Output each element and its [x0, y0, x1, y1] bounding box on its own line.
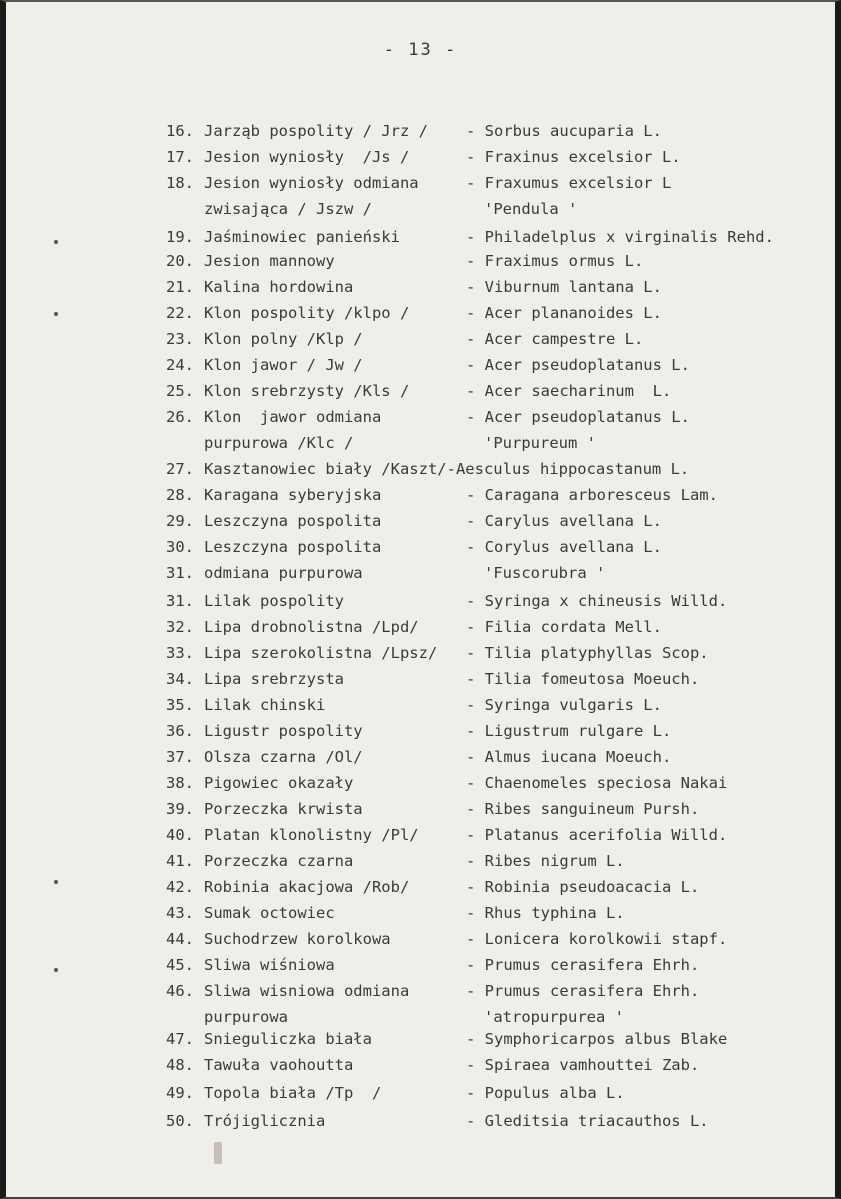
polish-name: Porzeczka krwista [204, 800, 363, 818]
page-number: - 13 - [383, 40, 458, 60]
item-number: 27. [166, 460, 194, 478]
list-item [166, 592, 728, 610]
item-number: 22. [166, 304, 194, 322]
list-item [166, 486, 718, 504]
item-number: 35. [166, 696, 194, 714]
polish-name: Lilak pospolity [204, 592, 344, 610]
latin-name: - Ribes nigrum L. [466, 852, 625, 870]
polish-name: Jesion mannowy [204, 252, 335, 270]
item-number: 21. [166, 278, 194, 296]
list-item [166, 252, 644, 270]
polish-name: Klon jawor odmiana [204, 408, 382, 426]
item-number: 39. [166, 800, 194, 818]
list-item [166, 930, 728, 948]
list-item [166, 618, 662, 636]
polish-name: Sliwa wisniowa odmiana [204, 982, 410, 1000]
latin-name: - Chaenomeles speciosa Nakai [466, 774, 728, 792]
item-number: 45. [166, 956, 194, 974]
item-number: 42. [166, 878, 194, 896]
latin-name: - Almus iucana Moeuch. [466, 748, 672, 766]
item-number: 17. [166, 148, 194, 166]
item-number: 34. [166, 670, 194, 688]
margin-mark [54, 312, 58, 316]
latin-name: - Carylus avellana L. [466, 512, 662, 530]
latin-name: - Ligustrum rulgare L. [466, 722, 672, 740]
latin-name: - Philadelplus x virginalis Rehd. [466, 228, 774, 246]
polish-name: Kalina hordowina [204, 278, 354, 296]
latin-name: - Tilia fomeutosa Moeuch. [466, 670, 700, 688]
list-item [166, 538, 662, 556]
list-item [166, 304, 662, 322]
list-item [166, 228, 774, 246]
list-item [166, 1030, 728, 1048]
latin-name: - Viburnum lantana L. [466, 278, 662, 296]
item-number: 48. [166, 1056, 194, 1074]
cultivar-name: 'Fuscorubra ' [484, 564, 606, 582]
polish-name: Suchodrzew korolkowa [204, 930, 391, 948]
item-number: 31. [166, 592, 194, 610]
polish-name: Topola biała /Tp / [204, 1084, 382, 1102]
polish-name: Jaśminowiec panieński [204, 228, 400, 246]
list-item [166, 460, 690, 478]
latin-name: - Acer plananoides L. [466, 304, 662, 322]
polish-name: Lipa szerokolistna /Lpsz/ [204, 644, 438, 662]
item-number: 38. [166, 774, 194, 792]
polish-name: Klon pospolity /klpo / [204, 304, 410, 322]
polish-name: Klon jawor / Jw / [204, 356, 363, 374]
list-item [166, 774, 728, 792]
polish-name: Pigowiec okazały [204, 774, 354, 792]
item-number: 40. [166, 826, 194, 844]
list-item [166, 826, 728, 844]
polish-name: Porzeczka czarna [204, 852, 354, 870]
polish-name: Karagana syberyjska [204, 486, 382, 504]
item-number: 43. [166, 904, 194, 922]
polish-name: Jarząb pospolity / Jrz / [204, 122, 428, 140]
latin-name: - Fraxinus excelsior L. [466, 148, 681, 166]
polish-name: Robinia akacjowa /Rob/ [204, 878, 410, 896]
list-item [166, 1112, 709, 1130]
latin-name: - Ribes sanguineum Pursh. [466, 800, 700, 818]
item-number: 20. [166, 252, 194, 270]
list-item [166, 670, 700, 688]
polish-name-continuation: zwisająca / Jszw / [204, 200, 372, 218]
latin-name: - Rhus typhina L. [466, 904, 625, 922]
margin-mark [54, 968, 58, 972]
item-number: 44. [166, 930, 194, 948]
ink-smudge [214, 1142, 222, 1164]
list-item [166, 878, 700, 896]
item-number: 32. [166, 618, 194, 636]
latin-name: - Syringa x chineusis Willd. [466, 592, 728, 610]
list-item [166, 1056, 700, 1074]
item-number: 46. [166, 982, 194, 1000]
item-number: 33. [166, 644, 194, 662]
item-number: 41. [166, 852, 194, 870]
item-number: 24. [166, 356, 194, 374]
latin-name: - Corylus avellana L. [466, 538, 662, 556]
list-item [166, 122, 662, 140]
item-number: 18. [166, 174, 194, 192]
item-number: 36. [166, 722, 194, 740]
list-item [166, 1084, 625, 1102]
latin-name: - Fraximus ormus L. [466, 252, 644, 270]
latin-name: - Acer saecharinum L. [466, 382, 672, 400]
list-item [166, 748, 672, 766]
item-number: 49. [166, 1084, 194, 1102]
list-item [166, 904, 625, 922]
latin-name: - Tilia platyphyllas Scop. [466, 644, 709, 662]
polish-name: Lipa srebrzysta [204, 670, 344, 688]
polish-name: Lipa drobnolistna /Lpd/ [204, 618, 419, 636]
polish-name-continuation: purpurowa /Klc / [204, 434, 354, 452]
latin-name: - Populus alba L. [466, 1084, 625, 1102]
cultivar-name: 'atropurpurea ' [484, 1008, 624, 1026]
list-item [166, 148, 681, 166]
list-item [166, 696, 662, 714]
polish-name: Olsza czarna /Ol/ [204, 748, 363, 766]
latin-name: - Symphoricarpos albus Blake [466, 1030, 728, 1048]
list-item [166, 800, 700, 818]
polish-name: Ligustr pospolity [204, 722, 363, 740]
latin-name: - Platanus acerifolia Willd. [466, 826, 728, 844]
item-number: 23. [166, 330, 194, 348]
margin-mark [54, 240, 58, 244]
polish-name: Jesion wyniosły odmiana [204, 174, 419, 192]
polish-name: Snieguliczka biała [204, 1030, 372, 1048]
cultivar-name: 'Purpureum ' [484, 434, 596, 452]
list-item [166, 174, 672, 192]
cultivar-name: 'Pendula ' [484, 200, 578, 218]
list-item [166, 982, 700, 1000]
polish-name-continuation: purpurowa [204, 1008, 288, 1026]
list-item [166, 722, 672, 740]
item-number: 16. [166, 122, 194, 140]
item-number: 37. [166, 748, 194, 766]
list-item [166, 278, 662, 296]
list-item [166, 512, 662, 530]
list-item [166, 852, 625, 870]
latin-name: - Fraxumus excelsior L [466, 174, 672, 192]
polish-name: Sliwa wiśniowa [204, 956, 335, 974]
list-item [166, 356, 690, 374]
polish-name: Platan klonolistny /Pl/ [204, 826, 419, 844]
item-number: 31. [166, 564, 194, 582]
item-number: 26. [166, 408, 194, 426]
latin-name: - Spiraea vamhouttei Zab. [466, 1056, 700, 1074]
polish-name: Jesion wyniosły /Js / [204, 148, 410, 166]
latin-name: - Lonicera korolkowii stapf. [466, 930, 728, 948]
list-item [166, 330, 644, 348]
list-item [166, 382, 672, 400]
latin-name: - Filia cordata Mell. [466, 618, 662, 636]
latin-name: - Gleditsia triacauthos L. [466, 1112, 709, 1130]
latin-name: - Prumus cerasifera Ehrh. [466, 982, 700, 1000]
item-number: 30. [166, 538, 194, 556]
item-number: 47. [166, 1030, 194, 1048]
latin-name: - Sorbus aucuparia L. [466, 122, 662, 140]
polish-name: Leszczyna pospolita [204, 512, 382, 530]
polish-name: odmiana purpurowa [204, 564, 363, 582]
latin-name: - Prumus cerasifera Ehrh. [466, 956, 700, 974]
latin-name: - Acer campestre L. [466, 330, 644, 348]
item-number: 19. [166, 228, 194, 246]
polish-name: Trójiglicznia [204, 1112, 326, 1130]
polish-name: Klon polny /Klp / [204, 330, 363, 348]
item-number: 29. [166, 512, 194, 530]
polish-name: Klon srebrzysty /Kls / [204, 382, 410, 400]
polish-name: Leszczyna pospolita [204, 538, 382, 556]
list-item [166, 564, 363, 582]
item-number: 50. [166, 1112, 194, 1130]
list-item [166, 408, 690, 426]
polish-name: Kasztanowiec biały /Kaszt/-Aesculus hippocastanum L. [204, 460, 690, 478]
latin-name: - Robinia pseudoacacia L. [466, 878, 700, 896]
latin-name: - Acer pseudoplatanus L. [466, 408, 690, 426]
item-number: 28. [166, 486, 194, 504]
latin-name: - Caragana arboresceus Lam. [466, 486, 718, 504]
polish-name: Sumak octowiec [204, 904, 335, 922]
list-item [166, 956, 700, 974]
list-item [166, 644, 709, 662]
polish-name: Lilak chinski [204, 696, 326, 714]
latin-name: - Syringa vulgaris L. [466, 696, 662, 714]
margin-mark [54, 880, 58, 884]
latin-name: - Acer pseudoplatanus L. [466, 356, 690, 374]
item-number: 25. [166, 382, 194, 400]
polish-name: Tawuła vaohoutta [204, 1056, 354, 1074]
